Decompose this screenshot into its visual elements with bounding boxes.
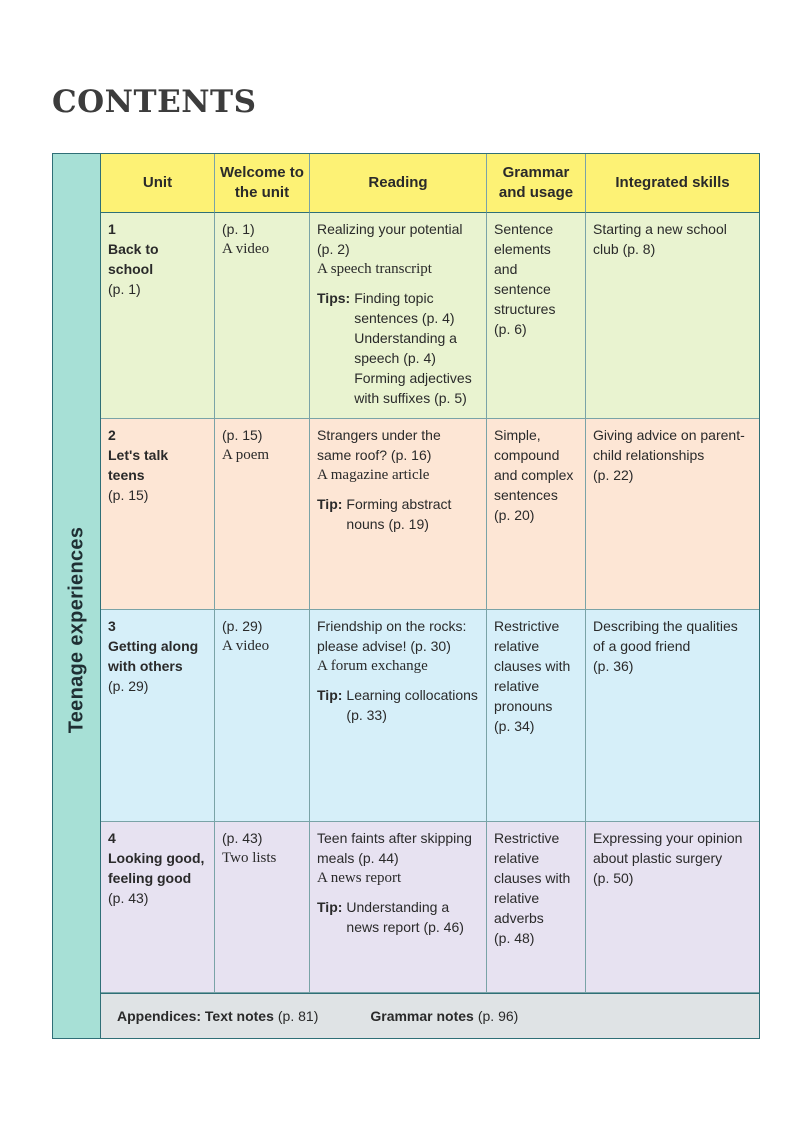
grammar-line: and complex (494, 467, 574, 483)
welcome-page: (p. 15) (222, 427, 263, 443)
reading-type: A forum exchange (317, 658, 428, 674)
grammar-line: compound (494, 447, 560, 463)
integrated-line: Expressing your opinion (593, 830, 743, 846)
reading-title: Realizing your potential (317, 221, 463, 237)
unit-page: (p. 15) (108, 487, 149, 503)
reading-cell (310, 419, 487, 610)
tip-line: Finding topic (354, 290, 434, 306)
reading-title: Friendship on the rocks: (317, 618, 467, 634)
unit-cell (101, 610, 215, 822)
reading-title: Teen faints after skipping (317, 830, 472, 846)
welcome-cell (215, 419, 310, 610)
grammar-line: relative (494, 850, 540, 866)
integrated-cell (586, 610, 759, 822)
reading-title: same roof? (p. 16) (317, 447, 432, 463)
welcome-type: A video (222, 241, 270, 257)
appendices-label: Appendices: Text notes (117, 1008, 274, 1024)
grammar-line: relative (494, 678, 540, 694)
tip-line: speech (p. 4) (354, 350, 436, 366)
grammar-line: (p. 6) (494, 321, 527, 337)
header-integrated: Integrated skills (586, 154, 759, 213)
grammar-line: (p. 20) (494, 507, 535, 523)
integrated-line: Describing the qualities (593, 618, 738, 634)
reading-tips (317, 288, 479, 408)
tip-line: news report (p. 46) (346, 919, 464, 935)
contents-grid (101, 154, 759, 993)
tips-items (346, 685, 478, 725)
tips-label: Tip: (317, 687, 343, 703)
header-reading: Reading (310, 154, 487, 213)
tips-label: Tips: (317, 290, 351, 306)
tip-line: Forming abstract (346, 496, 452, 512)
tips-items (354, 288, 472, 408)
welcome-type: A video (222, 638, 270, 654)
unit-number: 2 (108, 427, 116, 443)
grammar-cell (487, 610, 586, 822)
grammar-line: Simple, (494, 427, 541, 443)
grammar-line: (p. 34) (494, 718, 535, 734)
welcome-cell (215, 822, 310, 993)
integrated-line: (p. 50) (593, 870, 634, 886)
reading-type: A speech transcript (317, 261, 432, 277)
grammar-line: (p. 48) (494, 930, 535, 946)
header-unit: Unit (101, 154, 215, 213)
grammar-line: adverbs (494, 910, 544, 926)
welcome-type: Two lists (222, 850, 277, 866)
integrated-line: club (p. 8) (593, 241, 656, 257)
grammar-line: Restrictive (494, 618, 560, 634)
unit-page: (p. 1) (108, 281, 141, 297)
grammar-line: Restrictive (494, 830, 560, 846)
welcome-page: (p. 29) (222, 618, 263, 634)
unit-number: 3 (108, 618, 116, 634)
unit-name: Getting along with others (108, 638, 199, 674)
appendices-footer (101, 993, 759, 1038)
grammar-line: relative (494, 890, 540, 906)
reading-title: Strangers under the (317, 427, 441, 443)
reading-tips (317, 897, 479, 937)
reading-cell (310, 610, 487, 822)
grammar-line: Sentence (494, 221, 554, 237)
unit-name: Looking good, feeling good (108, 850, 205, 886)
tips-label: Tip: (317, 899, 343, 915)
unit-name: Back to school (108, 241, 159, 277)
grammar-line: clauses with (494, 658, 571, 674)
integrated-line: of a good friend (593, 638, 691, 654)
welcome-type: A poem (222, 447, 270, 463)
unit-cell (101, 822, 215, 993)
unit-name: Let's talk teens (108, 447, 169, 483)
grammar-notes-page: (p. 96) (477, 1008, 519, 1024)
grammar-line: and sentence (494, 261, 551, 297)
unit-number: 1 (108, 221, 116, 237)
unit-cell (101, 419, 215, 610)
grammar-line: relative (494, 638, 540, 654)
integrated-cell (586, 822, 759, 993)
integrated-line: (p. 36) (593, 658, 634, 674)
header-grammar: Grammar and usage (487, 154, 586, 213)
integrated-line: Giving advice on parent- (593, 427, 745, 443)
reading-type: A magazine article (317, 467, 430, 483)
grammar-cell (487, 419, 586, 610)
reading-cell (310, 213, 487, 419)
reading-title: meals (p. 44) (317, 850, 399, 866)
welcome-cell (215, 610, 310, 822)
tip-line: (p. 33) (346, 707, 387, 723)
tip-line: Understanding a (346, 899, 450, 915)
grammar-line: pronouns (494, 698, 553, 714)
contents-table (52, 153, 760, 1039)
grammar-notes-label: Grammar notes (370, 1008, 474, 1024)
section-label: Teenage experiences (65, 526, 88, 734)
reading-tips (317, 494, 479, 534)
appendices-page: (p. 81) (277, 1008, 319, 1024)
tip-line: Understanding a (354, 330, 457, 346)
integrated-line: child relationships (593, 447, 705, 463)
integrated-line: (p. 22) (593, 467, 634, 483)
integrated-cell (586, 419, 759, 610)
tip-line: Learning collocations (346, 687, 478, 703)
reading-tips (317, 685, 479, 725)
grammar-cell (487, 213, 586, 419)
welcome-page: (p. 43) (222, 830, 263, 846)
reading-title: (p. 2) (317, 241, 350, 257)
tip-line: sentences (p. 4) (354, 310, 455, 326)
tips-label: Tip: (317, 496, 343, 512)
tip-line: Forming adjectives (354, 370, 472, 386)
tip-line: nouns (p. 19) (346, 516, 429, 532)
reading-cell (310, 822, 487, 993)
welcome-page: (p. 1) (222, 221, 255, 237)
unit-page: (p. 43) (108, 890, 149, 906)
grammar-line: clauses with (494, 870, 571, 886)
page-title: CONTENTS (52, 84, 257, 120)
grammar-line: sentences (494, 487, 558, 503)
grammar-cell (487, 822, 586, 993)
unit-page: (p. 29) (108, 678, 149, 694)
integrated-cell (586, 213, 759, 419)
unit-number: 4 (108, 830, 116, 846)
header-welcome: Welcome to the unit (215, 154, 310, 213)
reading-type: A news report (317, 870, 402, 886)
tips-items (346, 897, 464, 937)
unit-cell (101, 213, 215, 419)
tip-line: with suffixes (p. 5) (354, 390, 467, 406)
section-band (53, 154, 101, 1038)
grammar-line: elements (494, 241, 551, 257)
integrated-line: Starting a new school (593, 221, 727, 237)
grammar-line: structures (494, 301, 556, 317)
welcome-cell (215, 213, 310, 419)
tips-items (346, 494, 451, 534)
reading-title: please advise! (p. 30) (317, 638, 451, 654)
integrated-line: about plastic surgery (593, 850, 723, 866)
